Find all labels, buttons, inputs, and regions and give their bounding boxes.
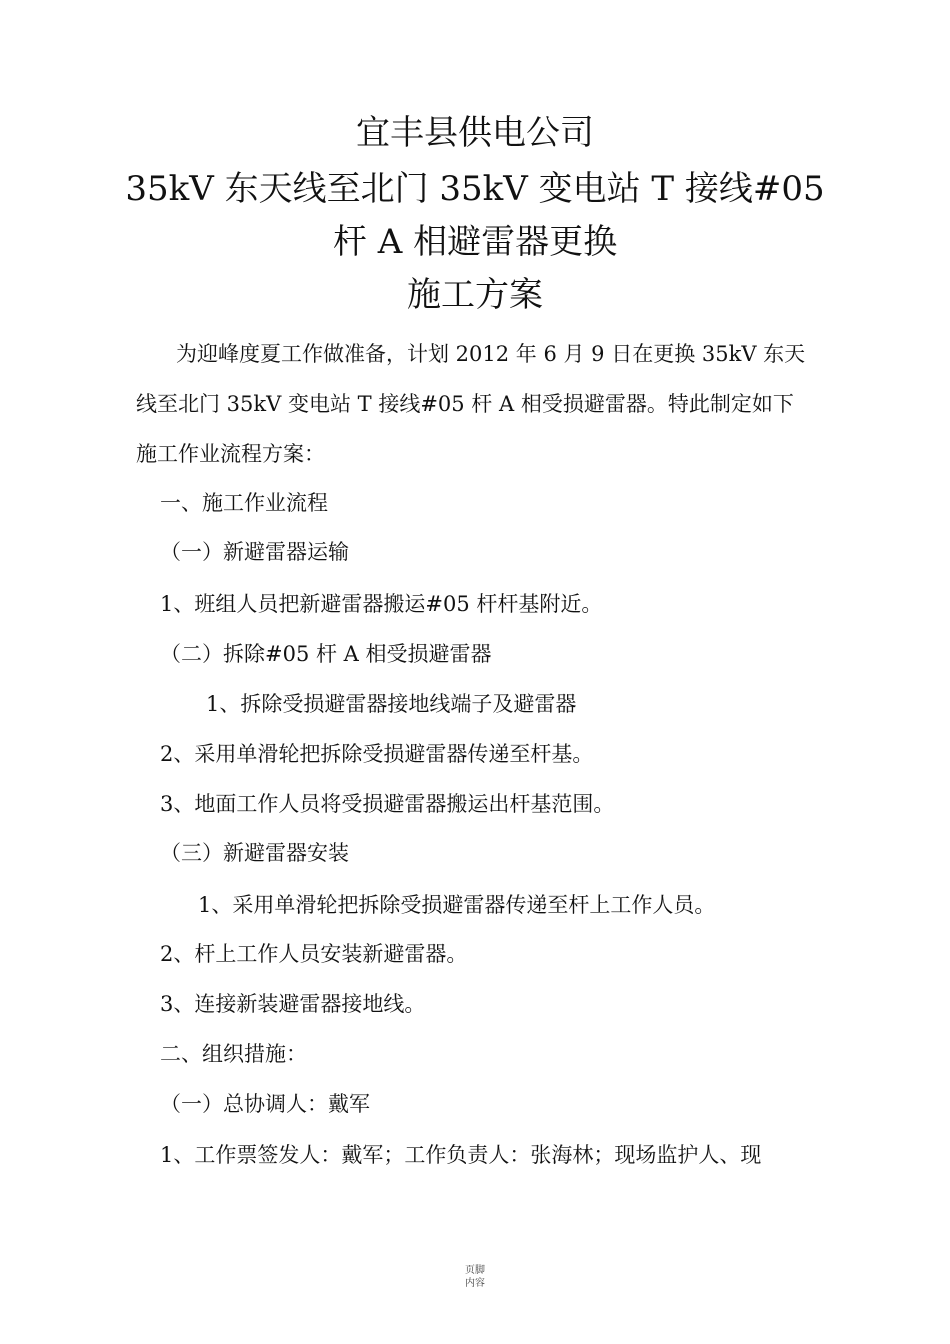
list-item: 1、班组人员把新避雷器搬运#05 杆杆基附近。 [160, 592, 603, 616]
list-item: 1、拆除受损避雷器接地线端子及避雷器 [206, 692, 577, 716]
list-item: 2、杆上工作人员安装新避雷器。 [160, 942, 468, 966]
subsection-heading-removal: （二）拆除#05 杆 A 相受损避雷器 [160, 642, 492, 666]
list-item: 2、采用单滑轮把拆除受损避雷器传递至杆基。 [160, 742, 594, 766]
intro-paragraph-line-1: 为迎峰度夏工作做准备，计划 2012 年 6 月 9 日在更换 35kV 东天 [176, 342, 806, 366]
subsection-heading-transport: （一）新避雷器运输 [160, 540, 349, 564]
list-item: 1、工作票签发人：戴军；工作负责人：张海林；现场监护人、现 [160, 1143, 762, 1167]
intro-paragraph-line-3: 施工作业流程方案： [136, 442, 325, 466]
title-company: 宜丰县供电公司 [356, 113, 594, 153]
intro-paragraph-line-2: 线至北门 35kV 变电站 T 接线#05 杆 A 相受损避雷器。特此制定如下 [136, 392, 794, 416]
section-heading-workflow: 一、施工作业流程 [160, 491, 328, 515]
footer-text-line-2: 内容 [465, 1278, 485, 1289]
footer-text-line-1: 页脚 [465, 1265, 485, 1276]
list-item: 1、采用单滑轮把拆除受损避雷器传递至杆上工作人员。 [198, 893, 716, 917]
subsection-heading-installation: （三）新避雷器安装 [160, 841, 349, 865]
title-project-subject: 杆 A 相避雷器更换 [332, 222, 618, 262]
title-plan: 施工方案 [407, 275, 543, 315]
list-item: 3、连接新装避雷器接地线。 [160, 992, 426, 1016]
subsection-heading-coordinator: （一）总协调人：戴军 [160, 1092, 370, 1116]
title-project-line: 35kV 东天线至北门 35kV 变电站 T 接线#05 [125, 169, 825, 209]
list-item: 3、地面工作人员将受损避雷器搬运出杆基范围。 [160, 792, 615, 816]
section-heading-organization: 二、组织措施： [160, 1042, 307, 1066]
